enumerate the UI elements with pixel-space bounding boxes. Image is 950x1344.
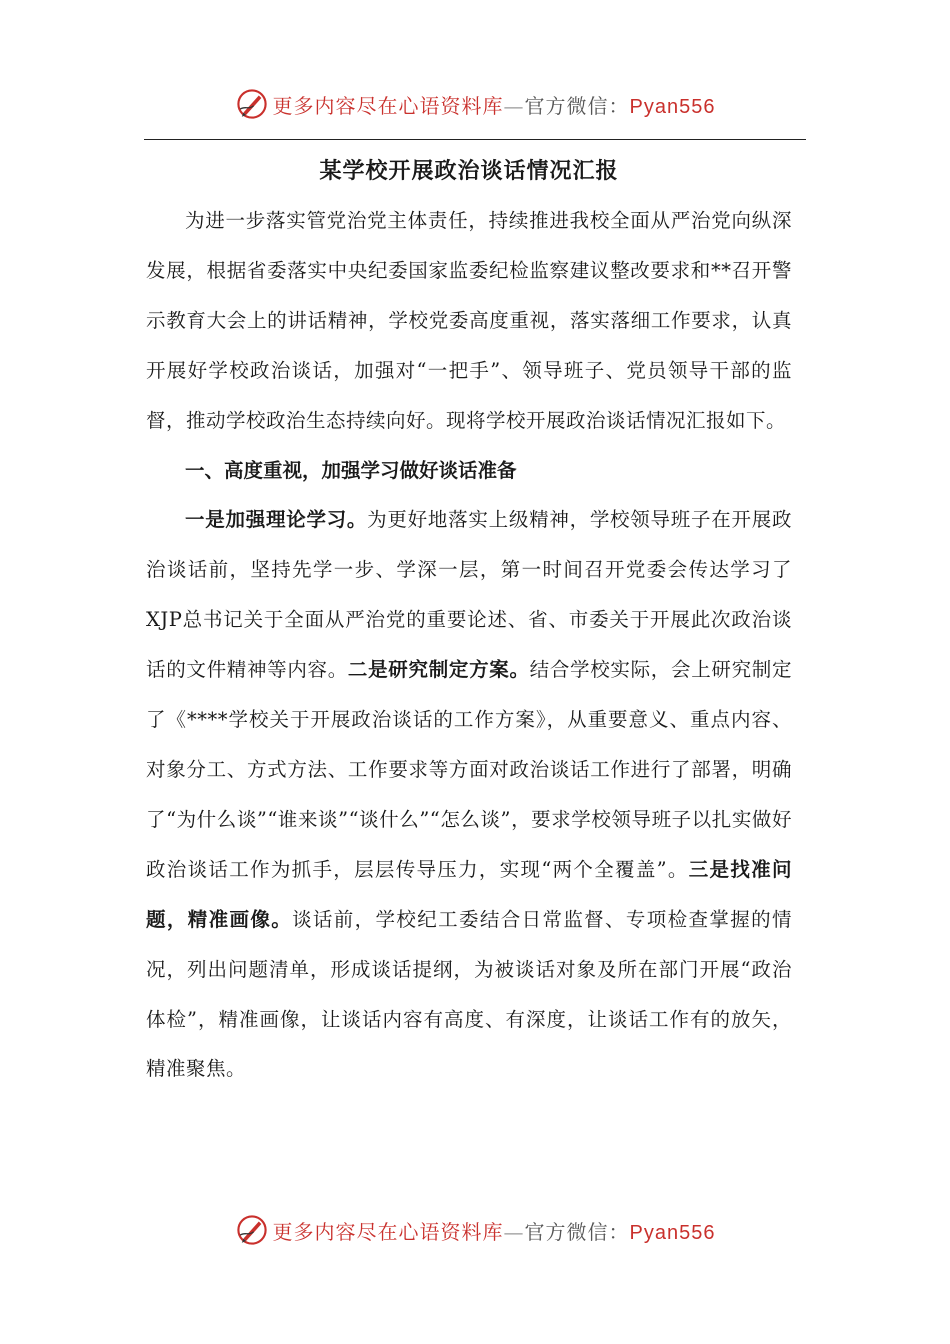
point-text-1: 为更好地落实上级精神，学校领导班子在开展政治谈话前，坚持先学一步、学深一层，第一时间召开党委会传达学习了XJP总书记关于全面从严治党的重要论述、省、市委关于开展此次政治谈话的文件精神等内容。 bbox=[146, 508, 792, 682]
watermark-wechat-label: 官方微信： bbox=[524, 93, 630, 118]
watermark-main-text: 更多内容尽在心语资料库 bbox=[272, 1219, 504, 1244]
watermark-main-text: 更多内容尽在心语资料库 bbox=[272, 93, 504, 118]
point-lead-3: 三是找准问题，精准画像。 bbox=[146, 857, 792, 931]
watermark-text bbox=[273, 1216, 716, 1245]
point-lead-2: 二是研究制定方案。 bbox=[347, 658, 530, 682]
intro-paragraph: 为进一步落实管党治党主体责任，持续推进我校全面从严治党向纵深发展，根据省委落实中央纪委国家监委纪检监察建议整改要求和**召开警示教育大会上的讲话精神，学校党委高度重视，落实落细工作要求，认真开展好学校政治谈话，加强对“一把手”、领导班子、党员领导干部的监督，推动学校政治生态持续向好。现将学校开展政治谈话情况汇报如下。 bbox=[146, 209, 792, 432]
watermark-wechat-id: Pyan556 bbox=[629, 1221, 716, 1244]
header-divider bbox=[144, 139, 806, 140]
watermark-dash: — bbox=[503, 93, 525, 118]
point-lead-1: 一是加强理论学习。 bbox=[185, 508, 368, 532]
header-watermark-banner bbox=[0, 84, 950, 124]
pen-logo-icon bbox=[235, 1213, 269, 1247]
pen-logo-icon bbox=[235, 87, 269, 121]
watermark-dash: — bbox=[503, 1219, 525, 1244]
point-text-2: 结合学校实际，会上研究制定了《****学校关于开展政治谈话的工作方案》，从重要意义、重点内容、对象分工、方式方法、工作要求等方面对政治谈话工作进行了部署，明确了“为什么谈”“谁来谈”“谈什么”“怎么谈”，要求学校领导班子以扎实做好政治谈话工作为抓手，层层传导压力，实现“两个全覆盖”。 bbox=[146, 658, 792, 881]
section-paragraph bbox=[146, 495, 792, 1094]
document-body bbox=[146, 148, 792, 1094]
section-heading: 一、高度重视，加强学习做好谈话准备 bbox=[185, 458, 517, 482]
point-text-3: 谈话前，学校纪工委结合日常监督、专项检查掌握的情况，列出问题清单，形成谈话提纲，为被谈话对象及所在部门开展“政治体检”，精准画像，让谈话内容有高度、有深度，让谈话工作有的放矢，精准聚焦。 bbox=[146, 907, 792, 1081]
watermark-text bbox=[273, 90, 716, 119]
watermark-wechat-id: Pyan556 bbox=[629, 95, 716, 118]
watermark-wechat-label: 官方微信： bbox=[524, 1219, 630, 1244]
footer-watermark-banner bbox=[0, 1210, 950, 1250]
document-title: 某学校开展政治谈话情况汇报 bbox=[319, 159, 619, 184]
